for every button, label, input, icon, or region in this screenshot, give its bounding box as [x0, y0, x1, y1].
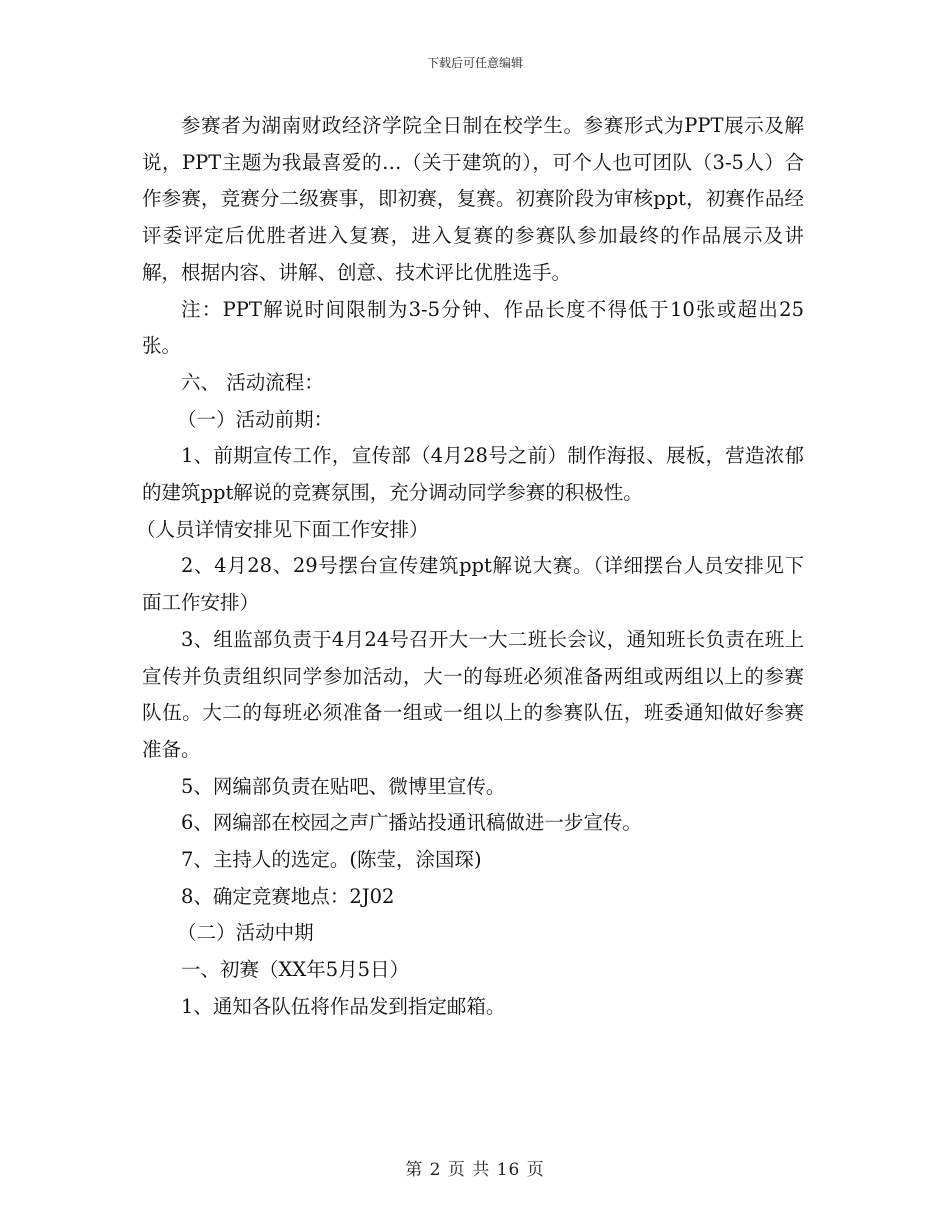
- list-item-1: 1、前期宣传工作，宣传部（4月28号之前）制作海报、展板，营造浓郁的建筑ppt解说的竞赛氛围，充分调动同学参赛的积极性。: [142, 444, 804, 505]
- list-item-8: 8、确定竞赛地点：2J02: [181, 884, 395, 908]
- list-item-3: 3、组监部负责于4月24号召开大一大二班长会议，通知班长负责在班上宣传并负责组织同学参加活动，大一的每班必须准备两组或两组以上的参赛队伍。大二的每班必须准备一组或一组以上的参赛队伍，班委通知做好参赛准备。: [142, 627, 804, 761]
- page-header: 下载后可任意编辑: [426, 56, 523, 70]
- list-item-2: 2、4月28、29号摆台宣传建筑ppt解说大赛。（详细摆台人员安排见下面工作安排）: [142, 554, 804, 615]
- page-footer: 第 2 页 共 16 页: [405, 1160, 545, 1180]
- heading-preliminary: 一、初赛（XX年5月5日）: [181, 958, 410, 982]
- subsection-heading-mid: （二）活动中期: [177, 921, 314, 945]
- list-item-7: 7、主持人的选定。(陈莹，涂国琛): [181, 848, 482, 872]
- document-body: [136, 108, 804, 1026]
- subsection-heading-pre: （一）活动前期：: [177, 407, 334, 431]
- list-item-6: 6、网编部在校园之声广播站投通讯稿做进一步宣传。: [181, 811, 642, 835]
- paragraph-note: 注：PPT解说时间限制为3-5分钟、作品长度不得低于10张或超出25张。: [142, 297, 804, 358]
- paragraph-contest-rules: 参赛者为湖南财政经济学院全日制在校学生。参赛形式为PPT展示及解说，PPT主题为我最喜爱的…（关于建筑的），可个人也可团队（3-5人）合作参赛，竞赛分二级赛事，即初赛，复赛。初赛阶段为审核ppt，初赛作品经评委评定后优胜者进入复赛，进入复赛的参赛队参加最终的作品展示及讲解，根据内容、讲解、创意、技术评比优胜选手。: [142, 114, 804, 284]
- section-heading-process: 六、 活动流程：: [181, 370, 324, 394]
- list-item-5: 5、网编部负责在贴吧、微博里宣传。: [181, 774, 506, 798]
- list-item-notify: 1、通知各队伍将作品发到指定邮箱。: [181, 994, 506, 1018]
- paragraph-staff-note: （人员详情安排见下面工作安排）: [136, 517, 429, 541]
